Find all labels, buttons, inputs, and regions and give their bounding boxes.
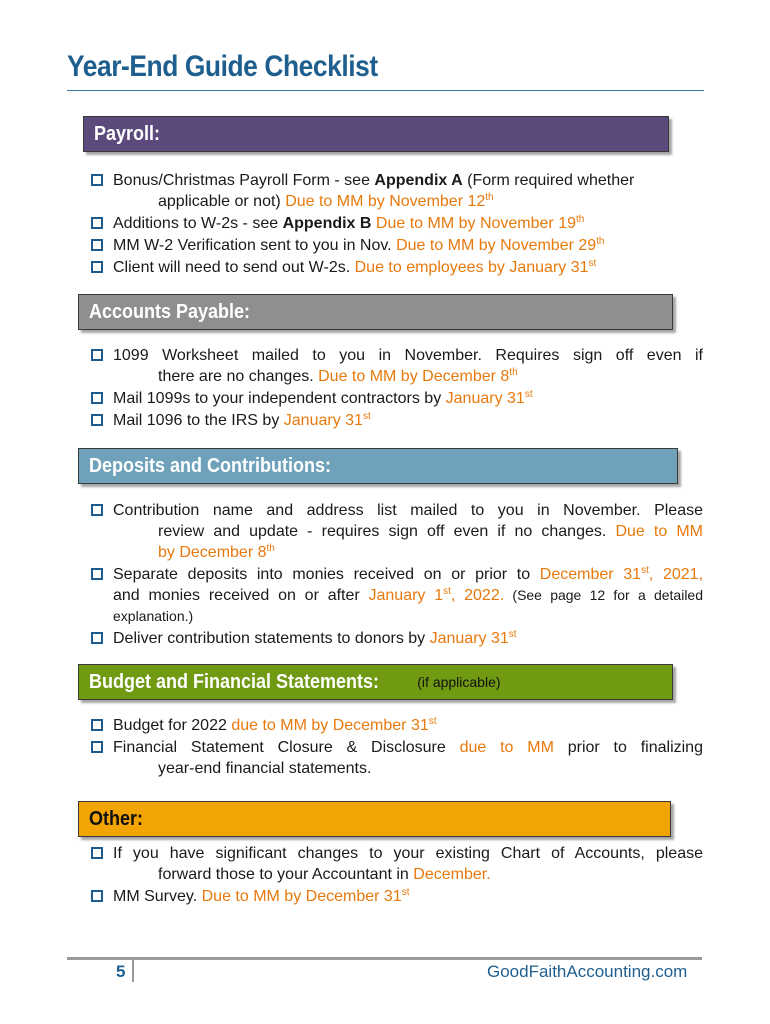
section-title-payroll: Payroll:: [94, 122, 161, 145]
due-date-suffix: st: [524, 389, 533, 400]
item-text: 1099 Worksheet mailed to you in November. Requires sign off even if: [113, 347, 703, 364]
checkbox-icon[interactable]: [91, 741, 103, 753]
checklist-item: [91, 388, 703, 409]
due-date-text: , 2021,: [648, 566, 704, 583]
due-date-suffix: st: [428, 716, 437, 727]
checklist-item: [91, 715, 703, 736]
item-text: MM Survey.: [113, 888, 202, 905]
due-date-suffix: st: [443, 586, 451, 597]
due-date-text: Due to MM: [615, 523, 703, 540]
checkbox-icon[interactable]: [91, 349, 103, 361]
checkbox-icon[interactable]: [91, 392, 103, 404]
due-date-suffix: st: [508, 629, 517, 640]
checkbox-icon[interactable]: [91, 239, 103, 251]
section-header-accounts-payable: [78, 294, 673, 330]
section-header-other: [78, 801, 671, 837]
accounts-payable-checklist: [91, 345, 703, 432]
due-date-text: Due to MM by November 19: [375, 215, 576, 232]
item-text: review and update - requires sign off even if no changes.: [158, 523, 616, 540]
checkbox-icon[interactable]: [91, 632, 103, 644]
item-text: If you have significant changes to your existing Chart of Accounts, please: [113, 845, 703, 862]
item-text: Financial Statement Closure & Disclosure: [113, 739, 460, 756]
section-note-budget: (if applicable): [417, 674, 501, 690]
due-date-text: Due to MM by November 29: [396, 237, 597, 254]
due-date-text: due to MM: [459, 739, 554, 756]
checklist-item: [91, 886, 703, 907]
due-date-text: December.: [413, 866, 491, 883]
item-text: Bonus/Christmas Payroll Form - see: [113, 172, 375, 189]
checklist-item: [91, 213, 703, 234]
checkbox-icon[interactable]: [91, 217, 103, 229]
item-text: Budget for 2022: [113, 717, 232, 734]
section-title-budget: Budget and Financial Statements:: [89, 670, 380, 693]
due-date-text: by December 8: [158, 544, 267, 561]
other-checklist: [91, 843, 703, 908]
checklist-item: [91, 170, 703, 212]
budget-checklist: [91, 715, 703, 780]
due-date-text: January 31: [283, 412, 363, 429]
section-title-accounts-payable: Accounts Payable:: [89, 300, 251, 323]
due-date-suffix: th: [509, 367, 518, 378]
page-title: Year-End Guide Checklist: [67, 50, 378, 83]
checkbox-icon[interactable]: [91, 414, 103, 426]
checklist-item: [91, 410, 703, 431]
checklist-item: [91, 843, 703, 885]
footer-website[interactable]: GoodFaithAccounting.com: [487, 962, 688, 981]
due-date-text: Due to MM by December 8: [318, 368, 510, 385]
item-text: Client will need to send out W-2s.: [113, 259, 355, 276]
due-date-text: Due to employees by January 31: [354, 259, 589, 276]
item-bold-text: Appendix A: [374, 172, 463, 189]
checkbox-icon[interactable]: [91, 719, 103, 731]
due-date-suffix: st: [641, 565, 649, 576]
item-text: Mail 1096 to the IRS by: [113, 412, 284, 429]
checkbox-icon[interactable]: [91, 847, 103, 859]
section-title-deposits: Deposits and Contributions:: [89, 454, 332, 477]
section-title-other: Other:: [89, 807, 143, 830]
item-text: and monies received on or after: [113, 587, 369, 604]
item-text: (Form required whether: [462, 172, 635, 189]
due-date-suffix: st: [362, 411, 371, 422]
section-header-payroll: [83, 116, 669, 152]
item-text: forward those to your Accountant in: [158, 866, 414, 883]
item-text: Additions to W-2s - see: [113, 215, 283, 232]
item-text: Mail 1099s to your independent contractors by: [113, 390, 446, 407]
item-note: explanation.): [113, 608, 194, 624]
item-text: Contribution name and address list mailed to you in November. Please: [113, 502, 703, 519]
due-date-text: , 2022.: [450, 587, 505, 604]
section-header-budget: [78, 664, 673, 700]
payroll-checklist: [91, 170, 703, 279]
checklist-item: [91, 628, 703, 649]
due-date-suffix: th: [266, 543, 275, 554]
due-date-suffix: st: [401, 887, 410, 898]
item-text: prior to finalizing: [553, 739, 703, 756]
checklist-item: [91, 345, 703, 387]
due-date-text: Due to MM by December 31: [201, 888, 402, 905]
section-header-deposits: [78, 448, 678, 484]
checklist-item: [91, 500, 703, 563]
due-date-suffix: th: [485, 192, 494, 203]
checklist-item: [91, 564, 703, 627]
footer-divider: [67, 957, 702, 960]
due-date-suffix: th: [575, 214, 585, 225]
checkbox-icon[interactable]: [91, 174, 103, 186]
due-date-suffix: st: [588, 258, 597, 269]
due-date-text: due to MM by December 31: [231, 717, 429, 734]
checkbox-icon[interactable]: [91, 504, 103, 516]
checkbox-icon[interactable]: [91, 568, 103, 580]
due-date-suffix: th: [596, 236, 605, 247]
item-text: year-end financial statements.: [158, 760, 372, 777]
item-text: MM W-2 Verification sent to you in Nov.: [113, 237, 397, 254]
due-date-text: Due to MM by November 12: [285, 193, 486, 210]
checklist-item: [91, 257, 703, 278]
checklist-item: [91, 737, 703, 779]
item-text: Deliver contribution statements to donors by: [113, 630, 430, 647]
title-divider: [67, 90, 704, 91]
checkbox-icon[interactable]: [91, 261, 103, 273]
item-text: Separate deposits into monies received on or prior to: [113, 566, 540, 583]
item-text: there are no changes.: [158, 368, 319, 385]
page-number-separator: [132, 960, 134, 982]
deposits-checklist: [91, 500, 703, 650]
item-note: (See page 12 for a detailed: [504, 587, 703, 603]
due-date-text: December 31: [539, 566, 642, 583]
item-bold-text: Appendix B: [282, 215, 372, 232]
checklist-item: [91, 235, 703, 256]
due-date-text: January 31: [445, 390, 525, 407]
page-number: 5: [116, 962, 126, 981]
checkbox-icon[interactable]: [91, 890, 103, 902]
due-date-text: January 31: [429, 630, 509, 647]
item-text: applicable or not): [158, 193, 286, 210]
due-date-text: January 1: [368, 587, 444, 604]
